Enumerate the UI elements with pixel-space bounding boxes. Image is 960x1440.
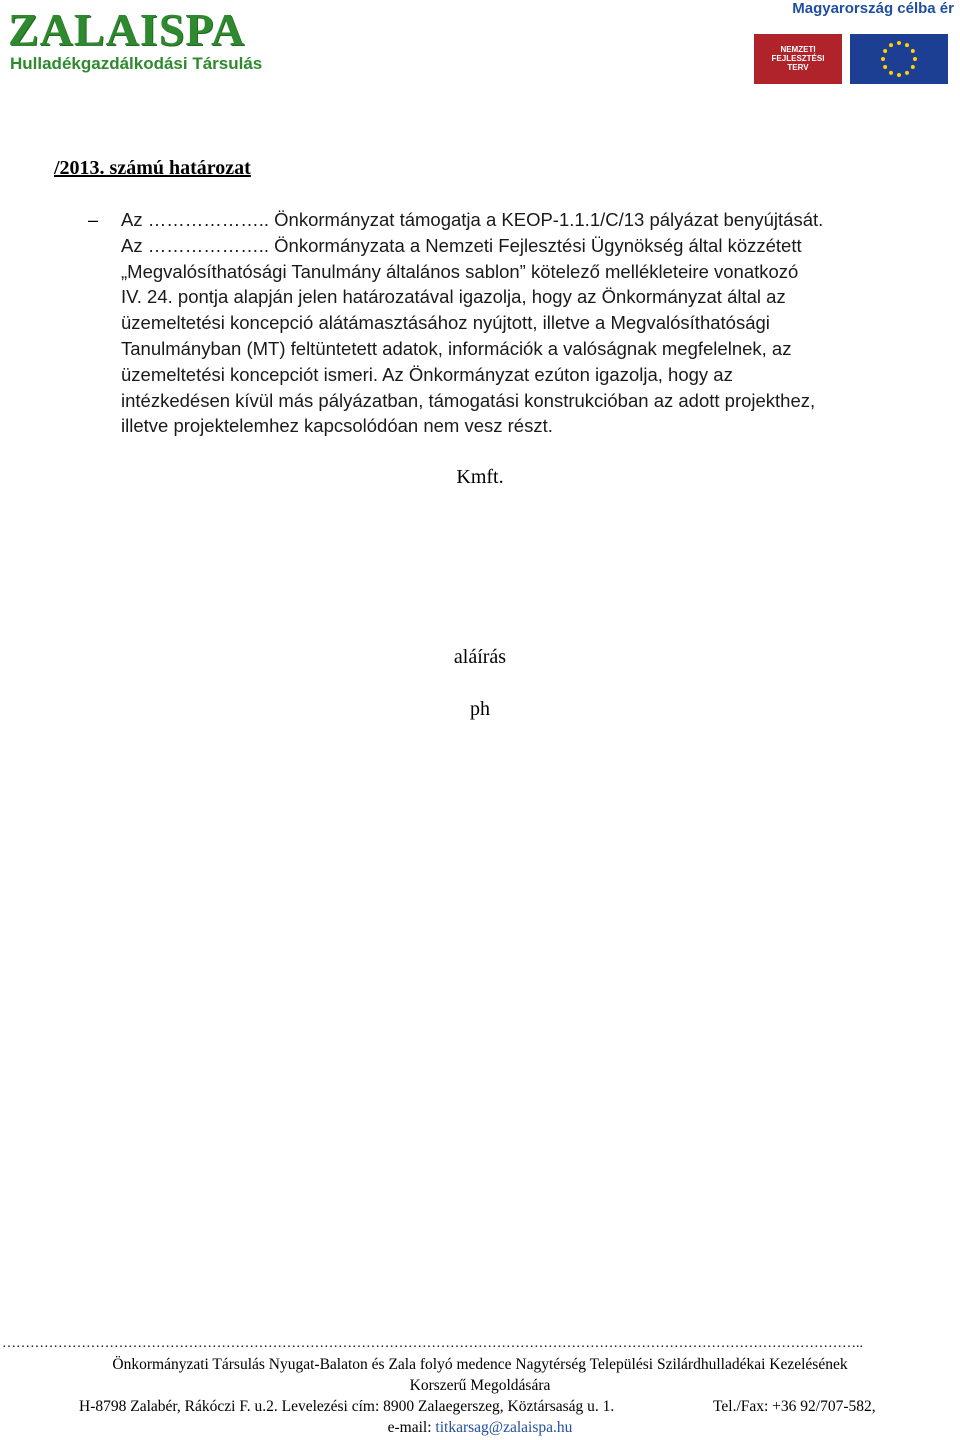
- signature-label: aláírás: [453, 646, 507, 668]
- paragraph-line: IV. 24. pontja alapján jelen határozatával igazolja, hogy az Önkormányzat által az: [121, 286, 786, 308]
- footer-phone: Tel./Fax: +36 92/707-582,: [713, 1398, 876, 1415]
- paragraph-line: Tanulmányban (MT) feltüntetett adatok, információk a valóságnak megfelelnek, az: [121, 337, 792, 359]
- kmft-label: Kmft.: [456, 466, 504, 488]
- stamp-label: ph: [470, 698, 490, 720]
- eu-star-icon: [889, 43, 893, 47]
- nft-line-1: NEMZETI: [780, 45, 816, 54]
- nft-line-2: FEJLESZTÉSI: [771, 54, 825, 63]
- eu-star-icon: [897, 41, 901, 45]
- eu-star-icon: [889, 71, 893, 75]
- footer-separator: …………………………………………………………………………………………………………………………………………………………………..: [2, 1336, 863, 1351]
- zalaispa-logo: [8, 4, 268, 74]
- eu-star-icon: [881, 57, 885, 61]
- paragraph-last-line: illetve projektelemhez kapcsolódóan nem vesz részt.: [121, 415, 553, 437]
- footer-email-label: e-mail:: [387, 1419, 436, 1436]
- slogan: Magyarország célba ér: [792, 0, 954, 17]
- footer-email-row: [0, 1417, 960, 1438]
- paragraph-line: „Megvalósíthatósági Tanulmány általános sablon” kötelező mellékleteire vonatkozó: [121, 260, 799, 282]
- nft-logo: [754, 34, 842, 84]
- footer-org-line-1: Önkormányzati Társulás Nyugat-Balaton és Zala folyó medence Nagytérség Települési Szilárdhulladékai Kezelésének: [112, 1356, 848, 1373]
- resolution-paragraph: [121, 207, 899, 439]
- paragraph-line: Az ……………….. Önkormányzat támogatja a KEOP-1.1.1/C/13 pályázat benyújtását.: [121, 209, 824, 230]
- eu-star-icon: [897, 73, 901, 77]
- eu-flag-icon: [850, 34, 948, 84]
- nft-line-3: TERV: [787, 63, 809, 72]
- nft-eu-logo: [754, 0, 954, 90]
- paragraph-line: intézkedésen kívül más pályázatban, támogatási konstrukcióban az adott projekthez,: [121, 389, 816, 411]
- eu-star-icon: [913, 57, 917, 61]
- eu-star-icon: [905, 71, 909, 75]
- list-bullet: –: [88, 210, 99, 230]
- eu-star-icon: [905, 43, 909, 47]
- eu-star-icon: [883, 65, 887, 69]
- paragraph-line: Az ……………….. Önkormányzata a Nemzeti Fejlesztési Ügynökség által közzétett: [121, 234, 802, 256]
- paragraph-line: üzemeltetési koncepciót ismeri. Az Önkormányzat ezúton igazolja, hogy az: [121, 363, 733, 385]
- eu-star-icon: [911, 49, 915, 53]
- logo-title: ZALAISPA: [8, 4, 246, 55]
- eu-star-icon: [911, 65, 915, 69]
- footer-email-link[interactable]: titkarsag@zalaispa.hu: [435, 1419, 573, 1436]
- footer-org-line-2: Korszerű Megoldására: [409, 1377, 551, 1394]
- footer: [0, 1354, 960, 1438]
- page-title: /2013. számú határozat: [54, 157, 251, 179]
- eu-star-icon: [883, 49, 887, 53]
- paragraph-line: üzemeltetési koncepció alátámasztásához nyújtott, illetve a Megvalósíthatósági: [121, 312, 770, 334]
- footer-address: H-8798 Zalabér, Rákóczi F. u.2. Levelezési cím: 8900 Zalaegerszeg, Köztársaság u. 1.: [79, 1398, 615, 1415]
- logo-subtitle: Hulladékgazdálkodási Társulás: [10, 54, 263, 73]
